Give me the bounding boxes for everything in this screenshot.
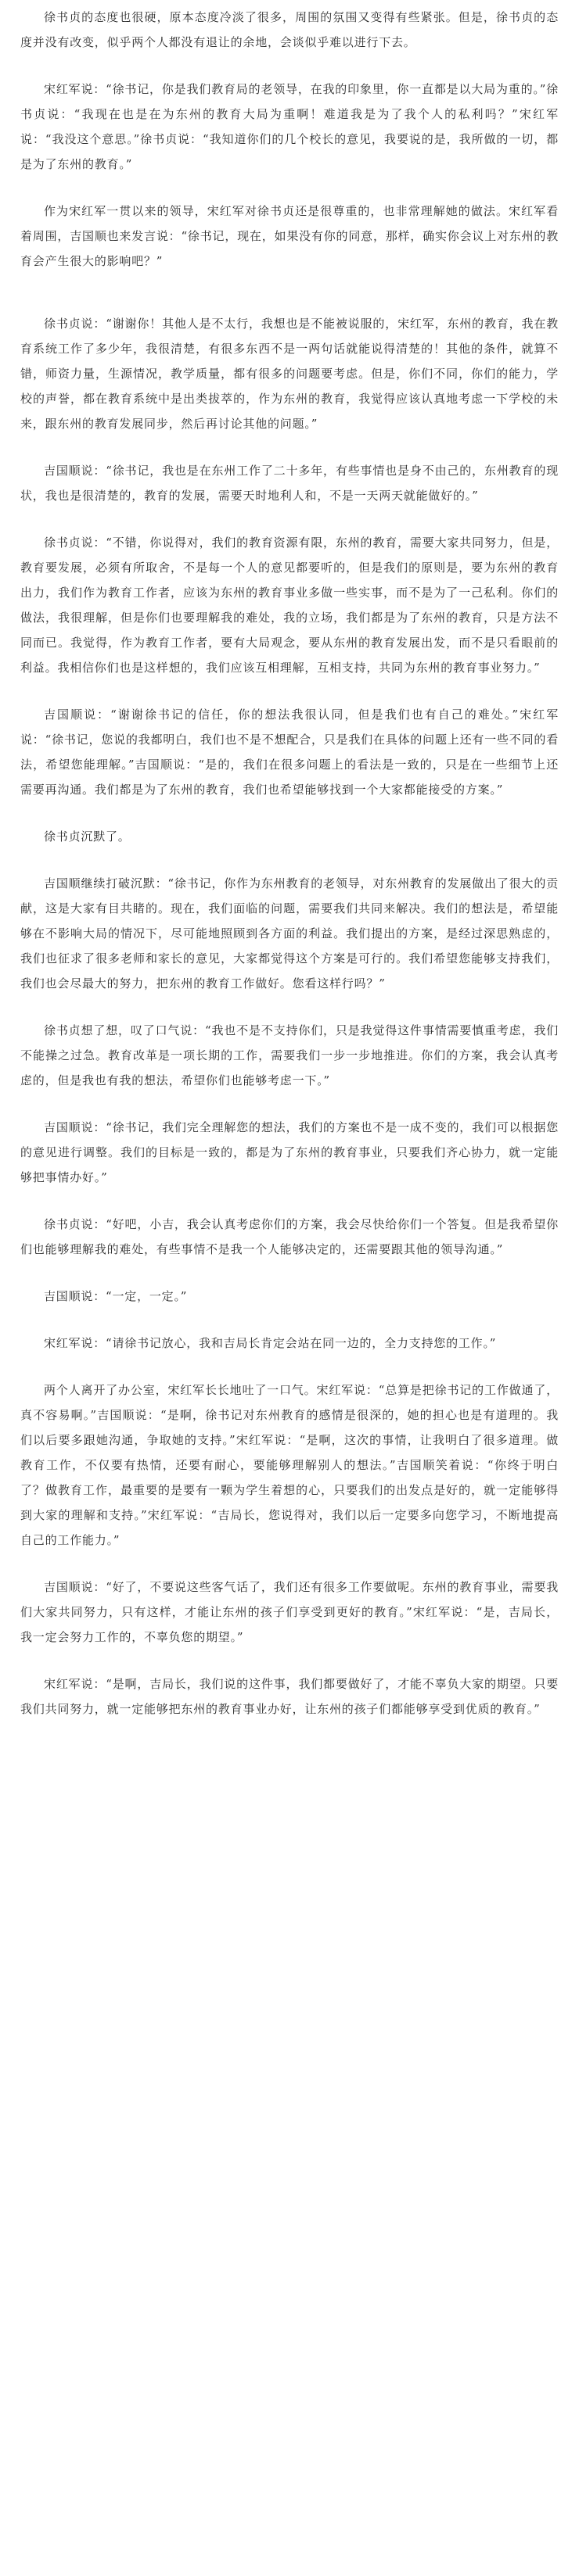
paragraph-11: 吉国顺说：“徐书记，我们完全理解您的想法，我们的方案也不是一成不变的，我们可以根据您的意见进行调整。我们的目标是一致的，都是为了东州的教育事业，只要我们齐心协力，就一定能够把事情办好。”	[20, 1120, 559, 1184]
paragraph-5: 吉国顺说：“徐书记，我也是在东州工作了二十多年，有些事情也是身不由己的，东州教育的现状，我也是很清楚的，教育的发展，需要天时地利人和，不是一天两天就能做好的。”	[20, 464, 559, 503]
paragraph-8: 徐书贞沉默了。	[44, 829, 131, 844]
paragraph-2: 宋红军说：“徐书记，你是我们教育局的老领导，在我的印象里，你一直都是以大局为重的。”徐书贞说：“我现在也是在为东州的教育大局为重啊！难道我是为了我个人的私利吗？”宋红军说：“我没这个意思。”徐书贞说：“我知道你们的几个校长的意见，我要说的是，我所做的一切，都是为了东州的教育。”	[20, 82, 559, 171]
paragraph-15: 两个人离开了办公室，宋红军长长地吐了一口气。宋红军说：“总算是把徐书记的工作做通了，真不容易啊。”吉国顺说：“是啊，徐书记对东州教育的感情是很深的，她的担心也是有道理的。我们以后要多跟她沟通，争取她的支持。”宋红军说：“是啊，这次的事情，让我明白了很多道理。做教育工作，不仅要有热情，还要有耐心，要能够理解别人的想法。”吉国顺笑着说：“你终于明白了？做教育工作，最重要的是要有一颗为学生着想的心，只要我们的出发点是好的，就一定能够得到大家的理解和支持。”宋红军说：“吉局长，您说得对，我们以后一定要多向您学习，不断地提高自己的工作能力。”	[20, 1383, 559, 1547]
paragraph-16: 吉国顺说：“好了，不要说这些客气话了，我们还有很多工作要做呢。东州的教育事业，需要我们大家共同努力，只有这样，才能让东州的孩子们享受到更好的教育。”宋红军说：“是，吉局长，我一定会努力工作的，不辜负您的期望。”	[20, 1580, 559, 1644]
paragraph-13: 吉国顺说：“一定，一定。”	[44, 1289, 188, 1303]
paragraph-14: 宋红军说：“请徐书记放心，我和吉局长肯定会站在同一边的，全力支持您的工作。”	[44, 1336, 497, 1350]
paragraph-12: 徐书贞说：“好吧，小吉，我会认真考虑你们的方案，我会尽快给你们一个答复。但是我希望你们也能够理解我的难处，有些事情不是我一个人能够决定的，还需要跟其他的领导沟通。”	[20, 1217, 559, 1256]
paragraph-6: 徐书贞说：“不错，你说得对，我们的教育资源有限，东州的教育，需要大家共同努力，但是，教育要发展，必须有所取舍，不是每一个人的意见都要听的，但是我们的原则是，要为东州的教育出力，我们作为教育工作者，应该为东州的教育事业多做一些实事，而不是为了一己私利。你们的做法，我很理解，但是你们也要理解我的难处，我的立场，我们都是为了东州的教育，只是方法不同而已。我觉得，作为教育工作者，要有大局观念，要从东州的教育发展出发，而不是只看眼前的利益。我相信你们也是这样想的，我们应该互相理解，互相支持，共同为东州的教育事业努力。”	[20, 536, 559, 675]
paragraph-17: 宋红军说：“是啊，吉局长，我们说的这件事，我们都要做好了，才能不辜负大家的期望。只要我们共同努力，就一定能够把东州的教育事业办好，让东州的孩子们都能够享受到优质的教育。”	[20, 1677, 559, 1716]
paragraph-9: 吉国顺继续打破沉默：“徐书记，你作为东州教育的老领导，对东州教育的发展做出了很大的贡献，这是大家有目共睹的。现在，我们面临的问题，需要我们共同来解决。我们的想法是，希望能够在不影响大局的情况下，尽可能地照顾到各方面的利益。我们提出的方案，是经过深思熟虑的，我们也征求了很多老师和家长的意见，大家都觉得这个方案是可行的。我们希望您能够支持我们，我们也会尽最大的努力，把东州的教育工作做好。您看这样行吗？”	[20, 876, 559, 991]
paragraph-3: 作为宋红军一贯以来的领导，宋红军对徐书贞还是很尊重的，也非常理解她的做法。宋红军看着周围，吉国顺也来发言说：“徐书记，现在，如果没有你的同意，那样，确实你会议上对东州的教育会产生很大的影响吧？”	[20, 204, 559, 268]
paragraph-7: 吉国顺说：“谢谢徐书记的信任，你的想法我很认同，但是我们也有自己的难处。”宋红军说：“徐书记，您说的我都明白，我们也不是不想配合，只是我们在具体的问题上还有一些不同的看法，希望您能理解。”吉国顺说：“是的，我们在很多问题上的看法是一致的，只是在一些细节上还需要再沟通。我们都是为了东州的教育，我们也希望能够找到一个大家都能接受的方案。”	[20, 708, 559, 797]
paragraph-1: 徐书贞的态度也很硬，原本态度冷淡了很多，周围的氛围又变得有些紧张。但是，徐书贞的态度并没有改变，似乎两个人都没有退让的余地，会谈似乎难以进行下去。	[20, 10, 559, 49]
paragraph-4: 徐书贞说：“谢谢你！其他人是不太行，我想也是不能被说服的，宋红军，东州的教育，我在教育系统工作了多少年，我很清楚，有很多东西不是一两句话就能说得清楚的！其他的条件，就算不错，师资力量，生源情况，教学质量，都有很多的问题要考虑。但是，你们不同，你们的能力，学校的声誉，都在教育系统中是出类拔萃的，作为东州的教育，我觉得应该认真地考虑一下学校的未来，跟东州的教育发展同步，然后再讨论其他的问题。”	[20, 317, 559, 431]
paragraph-10: 徐书贞想了想，叹了口气说：“我也不是不支持你们，只是我觉得这件事情需要慎重考虑，我们不能操之过急。教育改革是一项长期的工作，需要我们一步一步地推进。你们的方案，我会认真考虑的，但是我也有我的想法，希望你们也能够考虑一下。”	[20, 1023, 559, 1087]
